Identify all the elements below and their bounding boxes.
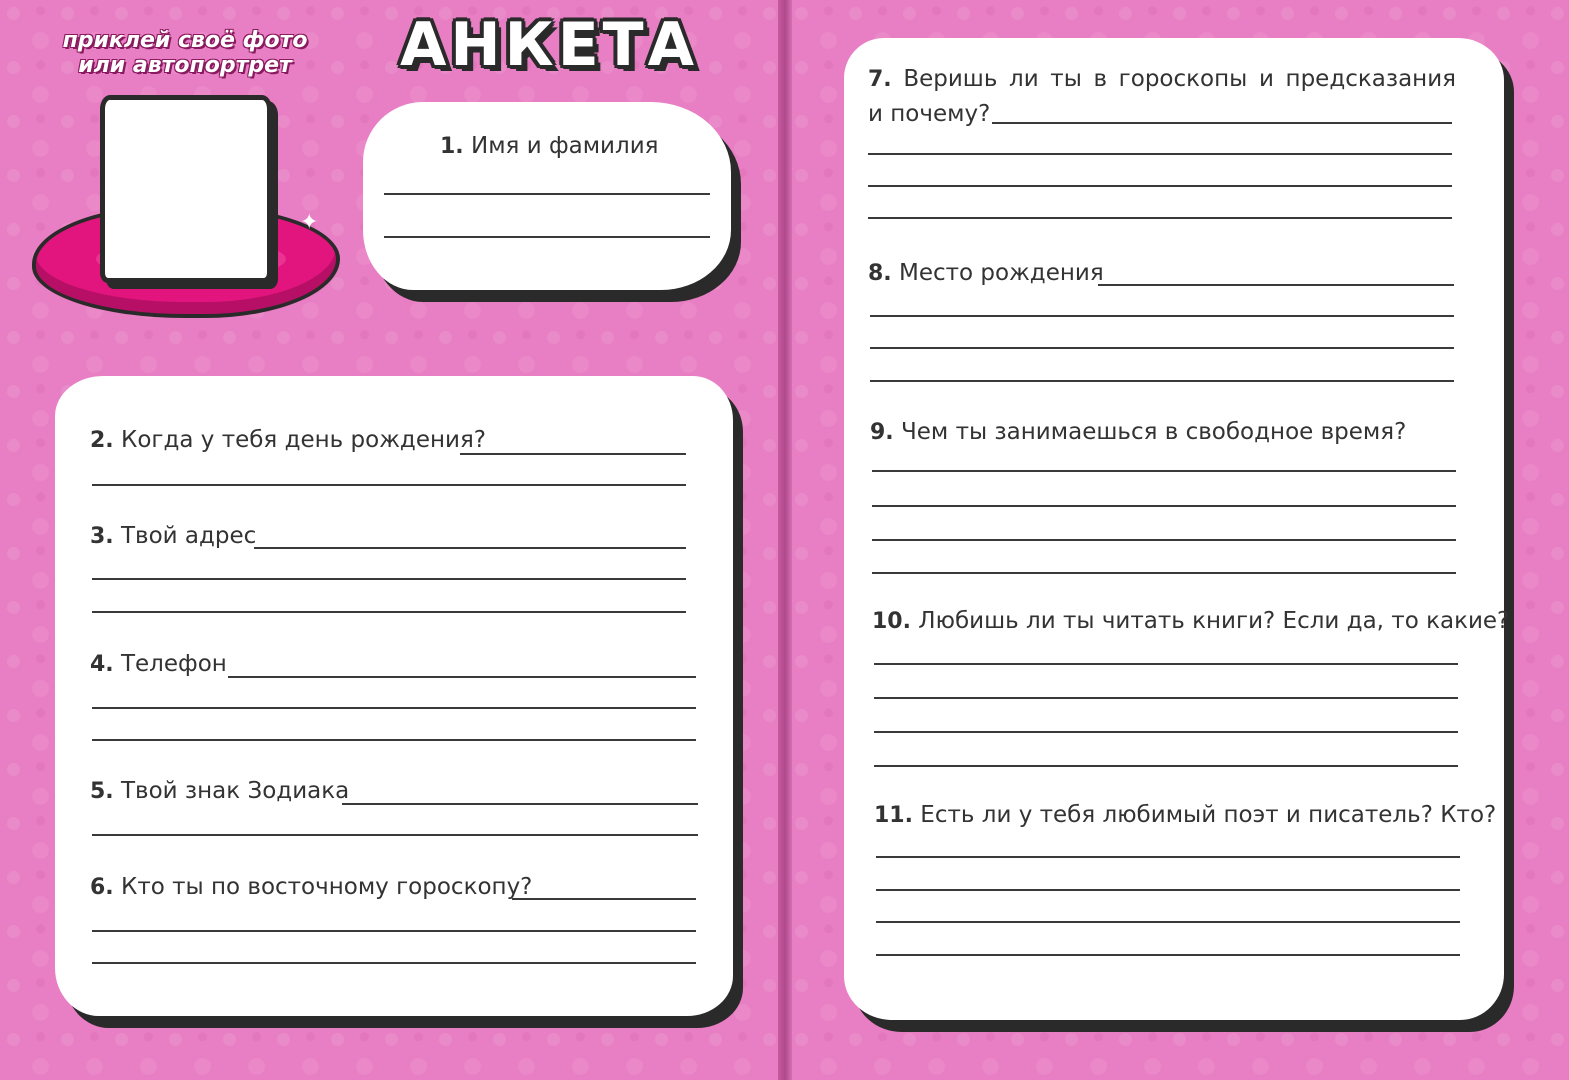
question-11: 11. Есть ли у тебя любимый поэт и писатель? Кто? xyxy=(874,802,1497,828)
question-7-cont: и почему? xyxy=(868,101,991,127)
answer-line[interactable] xyxy=(92,834,698,836)
answer-line[interactable] xyxy=(870,347,1454,349)
answer-line[interactable] xyxy=(460,453,686,455)
answer-line[interactable] xyxy=(992,122,1452,124)
question-1: 1. Имя и фамилия xyxy=(440,133,659,159)
answer-line[interactable] xyxy=(92,962,696,964)
answer-line[interactable] xyxy=(92,611,686,613)
answer-line[interactable] xyxy=(92,707,696,709)
answer-line[interactable] xyxy=(868,153,1452,155)
answer-line[interactable] xyxy=(1098,284,1454,286)
answer-line[interactable] xyxy=(868,217,1452,219)
answer-line[interactable] xyxy=(512,898,696,900)
question-6: 6. Кто ты по восточному гороскопу? xyxy=(90,874,533,900)
answer-line[interactable] xyxy=(868,185,1452,187)
answer-line[interactable] xyxy=(876,954,1460,956)
question-2: 2. Когда у тебя день рождения? xyxy=(90,427,487,453)
answer-line[interactable] xyxy=(876,889,1460,891)
photo-caption xyxy=(60,28,310,78)
answer-line[interactable] xyxy=(254,547,686,549)
answer-line[interactable] xyxy=(876,856,1460,858)
answer-line[interactable] xyxy=(874,731,1458,733)
answer-line[interactable] xyxy=(92,578,686,580)
question-7: 7. Веришь ли ты в гороскопы и предсказания xyxy=(868,66,1456,92)
question-5: 5. Твой знак Зодиака xyxy=(90,778,350,804)
answer-line[interactable] xyxy=(874,765,1458,767)
answer-line[interactable] xyxy=(92,484,686,486)
page-title: АНКЕТА xyxy=(400,10,699,80)
answer-line[interactable] xyxy=(342,803,698,805)
question-3: 3. Твой адрес xyxy=(90,523,257,549)
answer-line[interactable] xyxy=(384,236,710,238)
answer-line[interactable] xyxy=(872,470,1456,472)
photo-caption-line-2: или автопортрет xyxy=(78,53,292,78)
answer-line[interactable] xyxy=(872,539,1456,541)
answer-line[interactable] xyxy=(870,380,1454,382)
question-4: 4. Телефон xyxy=(90,651,227,677)
answer-line[interactable] xyxy=(874,697,1458,699)
answer-line[interactable] xyxy=(870,315,1454,317)
photo-caption-line-1: приклей своё фото xyxy=(62,28,308,53)
answer-line[interactable] xyxy=(92,930,696,932)
sparkle-icon: ✦ xyxy=(300,210,319,235)
question-10: 10. Любишь ли ты читать книги? Если да, то какие? xyxy=(872,608,1510,634)
photo-frame[interactable] xyxy=(100,95,272,283)
answer-line[interactable] xyxy=(384,193,710,195)
answer-line[interactable] xyxy=(92,739,696,741)
book-spine xyxy=(778,0,792,1080)
answer-line[interactable] xyxy=(228,676,696,678)
answer-line[interactable] xyxy=(876,921,1460,923)
question-8: 8. Место рождения xyxy=(868,260,1104,286)
questions-card-left xyxy=(55,376,733,1016)
answer-line[interactable] xyxy=(872,505,1456,507)
question-9: 9. Чем ты занимаешься в свободное время? xyxy=(870,419,1407,445)
answer-line[interactable] xyxy=(874,663,1458,665)
answer-line[interactable] xyxy=(872,572,1456,574)
